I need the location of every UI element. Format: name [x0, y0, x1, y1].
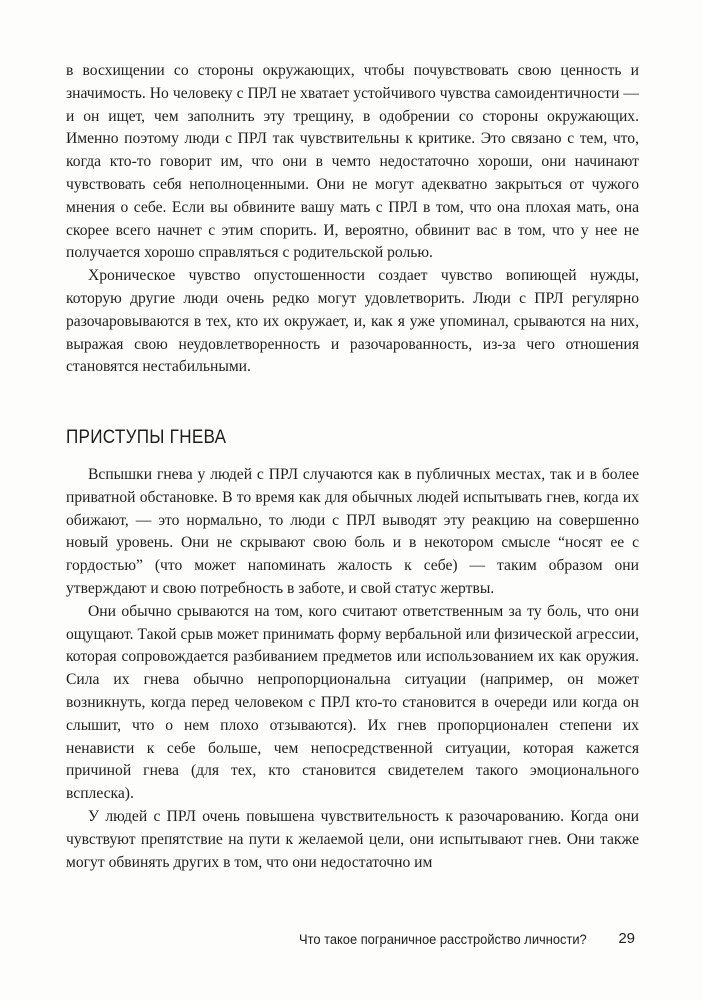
page-number: 29 — [618, 930, 635, 947]
intro-text — [66, 60, 639, 379]
paragraph-outbursts: Вспышки гнева у людей с ПРЛ случаются как в публичных местах, так и в более приватной обстановке. В то время как для обычных людей испытывать гнев, когда их обижают, — это нормально, то люди с ПРЛ выводят эту реакцию на совершенно новый уровень. Они не скрывают свою боль и в некотором смысле “носят ее с гордостью” (что может напоминать жалость к себе) — таким образом они утверждают и свою потребность в заботе, и свой статус жертвы. — [66, 466, 639, 597]
paragraph-emptiness: Хроническое чувство опустошенности создает чувство вопиющей нужды, которую другие люди очень редко могут удовлетворить. Люди с ПРЛ регулярно разочаровываются в тех, кто их окружает, и, как я уже упоминал, срываются на них, выражая свою неудовлетворенность и разочарованность, из-за чего отношения становятся нестабильными. — [66, 267, 639, 376]
running-title: Что такое пограничное расстройство личности? — [299, 931, 587, 947]
paragraph-continued: в восхищении со стороны окружающих, чтобы почувствовать свою ценность и значимость. Но человеку с ПРЛ не хватает устойчивого чувства самоидентичности — и он ищет, чем заполнить эту трещину, в одобрении со стороны окружающих. Именно поэтому люди с ПРЛ так чувствительны к критике. Это связано с тем, что, когда кто-то говорит им, что они в чемто недостаточно хороши, они начинают чувствовать себя неполноценными. Они не могут адекватно закрыться от чужого мнения о себе. Если вы обвините вашу мать с ПРЛ в том, что она плохая мать, она скорее всего начнет с этим спорить. И, вероятно, обвинит вас в том, что у нее не получается хорошо справляться с родительской ролью. — [66, 62, 639, 262]
section-heading: ПРИСТУПЫ ГНЕВА — [66, 427, 227, 448]
paragraph-frustration: У людей с ПРЛ очень повышена чувствительность к разочарованию. Когда они чувствуют препятствие на пути к желаемой цели, они испытывают гнев. Они также могут обвинять других в том, что они недостаточно им — [66, 807, 639, 871]
page-footer — [66, 931, 639, 951]
section-text — [66, 464, 639, 874]
paragraph-aggression: Они обычно срываются на том, кого считают ответственным за ту боль, что они ощущают. Такой срыв может принимать форму вербальной или физической агрессии, которая сопровождается разбиванием предметов или использованием их как оружия. Сила их гнева обычно непропорциональна ситуации (например, он может возникнуть, когда перед человеком с ПРЛ кто-то становится в очереди или когда он слышит, что о нем плохо отзываются). Их гнев пропорционален степени их ненависти к себе больше, чем непосредственной ситуации, которая кажется причиной гнева (для тех, кто становится свидетелем такого эмоционального всплеска). — [66, 602, 639, 803]
